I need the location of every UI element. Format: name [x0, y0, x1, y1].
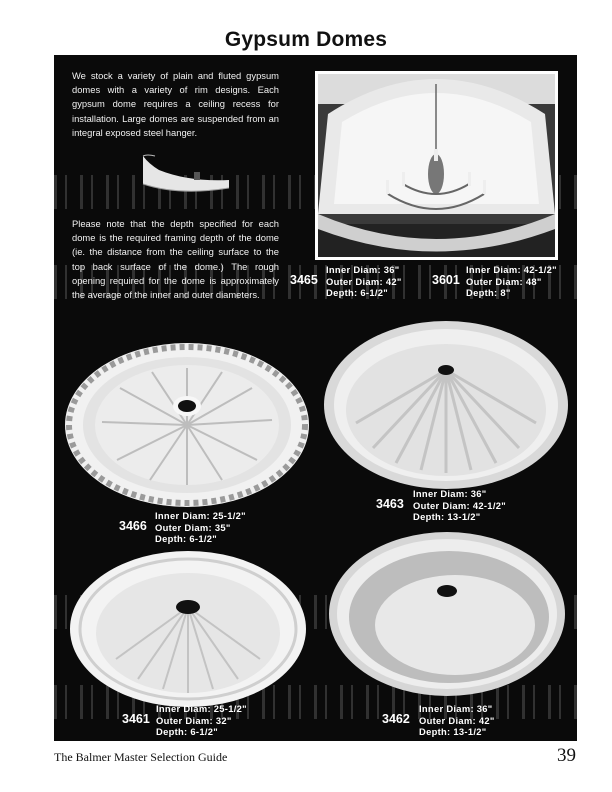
product-number: 3466	[119, 519, 147, 533]
depth: Depth: 8"	[466, 287, 511, 298]
product-number: 3462	[382, 712, 410, 726]
outer-diameter: Outer Diam: 42"	[326, 275, 402, 287]
chandelier-dome-photo	[315, 71, 558, 260]
catalog-panel	[54, 55, 577, 741]
outer-diameter: Outer Diam: 35"	[155, 521, 231, 533]
outer-diameter: Outer Diam: 48"	[466, 275, 542, 287]
page-title: Gypsum Domes	[224, 28, 388, 51]
inner-diameter: Inner Diam: 36"	[326, 264, 400, 275]
depth: Depth: 13-1/2"	[413, 511, 481, 522]
depth: Depth: 6-1/2"	[156, 726, 218, 737]
inner-diameter: Inner Diam: 36"	[413, 488, 487, 499]
inner-diameter: Inner Diam: 36"	[419, 703, 493, 714]
dome-profile-illustration	[139, 150, 234, 202]
dome-3461-illustration	[68, 549, 308, 709]
dome-3466-illustration	[62, 340, 312, 510]
outer-diameter: Outer Diam: 42"	[419, 714, 495, 726]
product-number: 3461	[122, 712, 150, 726]
depth: Depth: 13-1/2"	[419, 726, 487, 737]
intro-paragraph: We stock a variety of plain and fluted gypsum domes with a variety of rim designs. Each gypsum dome requires a ceiling recess for installation. Large domes are suspended from an integral exposed steel hanger.	[72, 70, 279, 138]
inner-diameter: Inner Diam: 25-1/2"	[156, 703, 247, 714]
dome-3463-illustration	[321, 318, 571, 493]
product-number: 3463	[376, 497, 404, 511]
page-number: 39	[557, 745, 576, 766]
depth: Depth: 6-1/2"	[155, 533, 217, 544]
outer-diameter: Outer Diam: 42-1/2"	[413, 499, 506, 511]
product-number: 3465	[290, 273, 318, 287]
inner-diameter: Inner Diam: 42-1/2"	[466, 264, 557, 275]
guide-name: The Balmer Master Selection Guide	[54, 750, 228, 764]
inner-diameter: Inner Diam: 25-1/2"	[155, 510, 246, 521]
product-number: 3601	[432, 273, 460, 287]
chandelier-photo-art	[318, 74, 555, 257]
dome-3462-illustration	[327, 529, 567, 699]
depth: Depth: 6-1/2"	[326, 287, 388, 298]
outer-diameter: Outer Diam: 32"	[156, 714, 232, 726]
depth-note-paragraph: Please note that the depth specified for each dome is the required framing depth of the dome (ie. the distance from the ceiling surface to the top back surface of the dome.) The rough opening required for the dome is approximately the average of the inner and outer diameters.	[72, 218, 279, 301]
